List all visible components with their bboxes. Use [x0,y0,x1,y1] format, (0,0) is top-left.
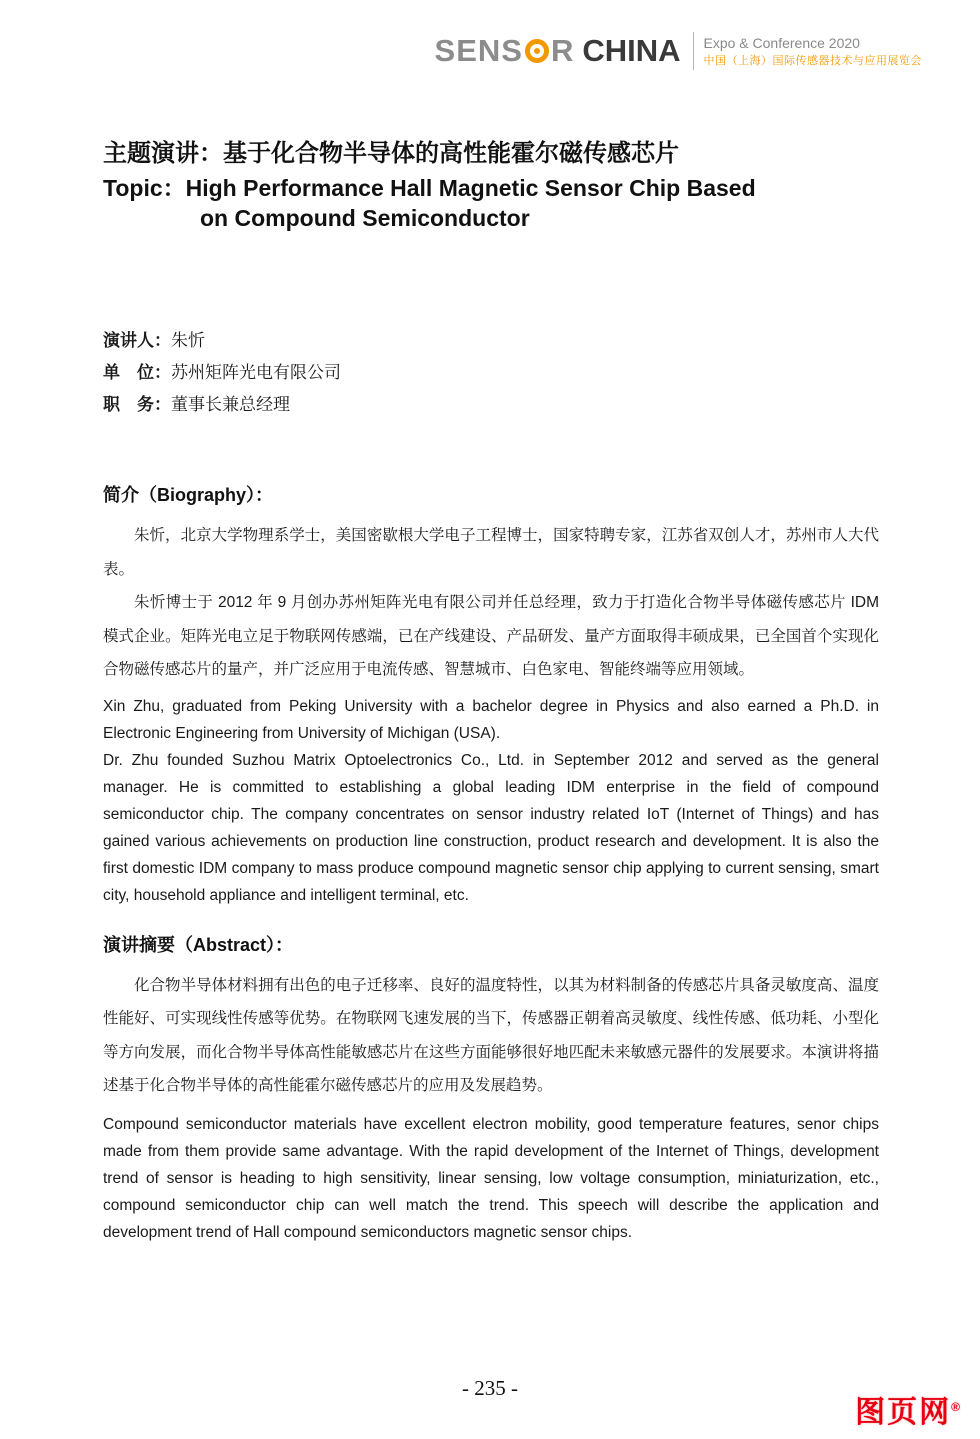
speaker-name-label: 演讲人： [103,331,171,350]
speaker-company-value: 苏州矩阵光电有限公司 [171,363,341,382]
logo-tagline-cn: 中国（上海）国际传感器技术与应用展览会 [703,55,922,67]
biography-en-paragraph-1: Xin Zhu, graduated from Peking University with a bachelor degree in Physics and also earned a Ph.D. in Electronic Engineering from University of Michigan (USA). [103,697,879,742]
logo-taglines [704,33,923,69]
biography-en-paragraph-2: Dr. Zhu founded Suzhou Matrix Optoelectronics Co., Ltd. in September 2012 and served as the general manager. He is committed to establishing a global leading IDM enterprise in the field of compound semiconductor chip. The company concentrates on sensor industry related IoT (Internet of Things) and has gained various achievements on production line construction, product research and development. It is also the first domestic IDM company to mass produce compound magnetic sensor chip applying to current sensing, smart city, household appliance and intelligent terminal, etc. [103,751,879,904]
speaker-info [103,325,879,421]
speaker-row-position [103,389,879,421]
topic-text-line1: High Performance Hall Magnetic Sensor Chip Based [185,175,756,201]
speaker-position-value: 董事长兼总经理 [171,395,290,414]
abstract-cn-block [103,969,879,1103]
registered-mark-icon: ® [951,1400,960,1414]
speaker-name-value: 朱忻 [171,331,205,350]
main-content [103,138,879,1246]
biography-en-block [103,693,879,909]
logo-china-text: CHINA [582,33,681,68]
speaker-row-company [103,357,879,389]
biography-cn-paragraph-2: 朱忻博士于 2012 年 9 月创办苏州矩阵光电有限公司并任总经理，致力于打造化合物半导体磁传感芯片 IDM 模式企业。矩阵光电立足于物联网传感端，已在产线建设、产品研发、量产方面取得丰硕成果，已全国首个实现化合物磁传感芯片的量产，并广泛应用于电流传感、智慧城市、白色家电、智能终端等应用领域。 [103,594,879,678]
speaker-row-name [103,325,879,357]
abstract-en-block [103,1111,879,1246]
logo-wordmark [435,33,681,69]
watermark-text: 图页网 [855,1396,952,1429]
logo-sensor-text-pre: SENS [434,33,523,68]
topic-title-cn: 主题演讲：基于化合物半导体的高性能霍尔磁传感芯片 [103,140,679,167]
abstract-en-paragraph: Compound semiconductor materials have excellent electron mobility, good temperature features, senor chips made from them provide same advantage. With the rapid development of the Internet of Things, development trend of sensor is heading to high sensitivity, linear sensing, low voltage consumption, miniaturization, etc., compound semiconductor chip can well match the trend. This speech will describe the application and development trend of Hall compound semiconductors magnetic sensor chips. [103,1115,879,1241]
speaker-company-label: 单 位： [103,363,171,382]
tuyewang-watermark [855,1387,960,1431]
topic-title-en-line2: on Compound Semiconductor [200,205,530,231]
topic-title-en-line1 [103,173,879,203]
speaker-position-label: 职 务： [103,395,171,414]
sensor-china-logo [435,32,922,70]
biography-cn-block [103,519,879,687]
biography-heading: 简介（Biography）： [103,485,274,505]
topic-label: Topic： [103,175,186,201]
logo-tagline-en: Expo & Conference 2020 [703,35,860,51]
sensor-ring-icon [525,39,549,63]
biography-cn-paragraph-1: 朱忻，北京大学物理系学士，美国密歇根大学电子工程博士，国家特聘专家，江苏省双创人才，苏州市人大代表。 [103,527,879,578]
page-number: - 235 - [462,1376,518,1400]
logo-divider [693,32,694,70]
abstract-heading: 演讲摘要（Abstract）： [103,934,294,955]
logo-sensor-text-post: R [550,33,575,68]
abstract-cn-paragraph: 化合物半导体材料拥有出色的电子迁移率、良好的温度特性，以其为材料制备的传感芯片具备灵敏度高、温度性能好、可实现线性传感等优势。在物联网飞速发展的当下，传感器正朝着高灵敏度、线性传感、低功耗、小型化等方向发展，而化合物半导体高性能敏感芯片在这些方面能够很好地匹配未来敏感元器件的发展要求。本演讲将描述基于化合物半导体的高性能霍尔磁传感芯片的应用及发展趋势。 [103,976,879,1094]
